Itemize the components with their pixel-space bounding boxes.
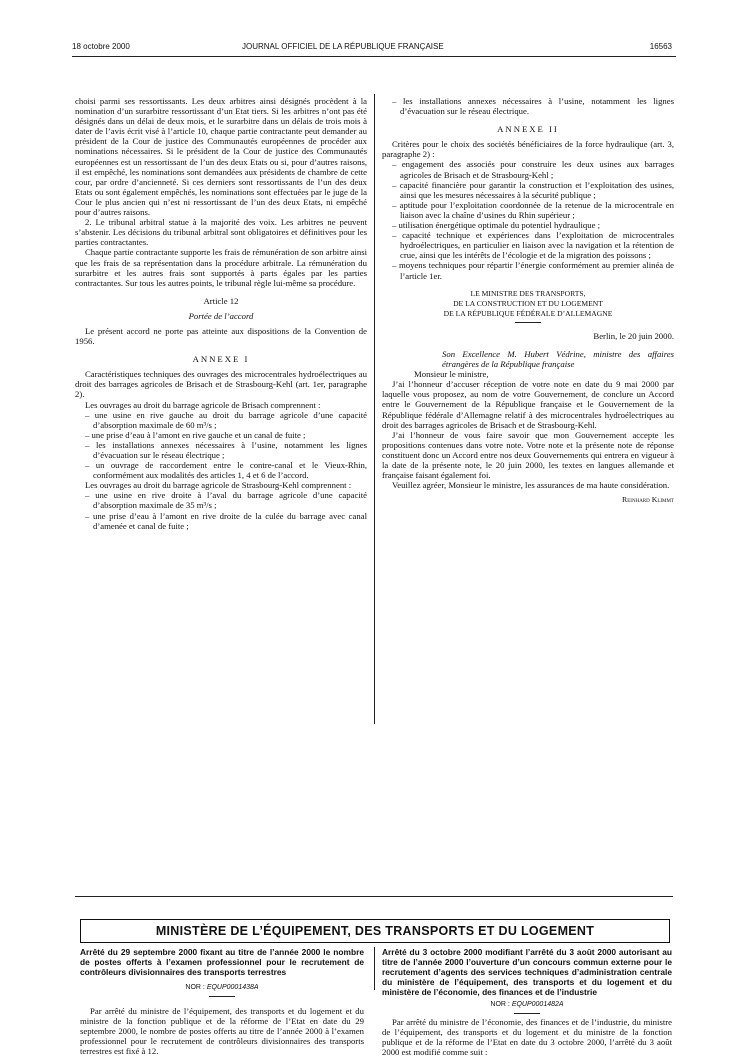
list-item: – les installations annexes nécessaires à l’usine, notamment les lignes d’évacuation sur le réseau électrique ; bbox=[85, 440, 367, 460]
list-item: – capacité technique et expériences dans l’exploitation de microcentrales hydroélectriques, en particulier en liaison avec la navigation et la rétention de crue, ainsi que les intérêts de l’écologie et de la migration des poissons ; bbox=[392, 230, 674, 260]
annexe-2-intro: Critères pour le choix des sociétés bénéficiaires de la force hydraulique (art. 3, paragraphe 2) : bbox=[382, 139, 674, 160]
letter-paragraph-3: Veuillez agréer, Monsieur le ministre, les assurances de ma haute considération. bbox=[392, 480, 670, 491]
article-12-title: Article 12 bbox=[203, 295, 239, 306]
decree-left-title: Arrêté du 29 septembre 2000 fixant au titre de l’année 2000 le nombre de postes offerts à l’examen professionnel pour le recrutement de contrôleurs divisionnaires des transports terrestres bbox=[80, 947, 364, 977]
addressee: Son Excellence M. Hubert Védrine, ministre des affaires étrangères de la République française bbox=[442, 348, 674, 370]
nor-code: EQUP0001438A bbox=[206, 984, 259, 991]
decree-right-title: Arrêté du 3 octobre 2000 modifiant l’arrêté du 3 août 2000 autorisant au titre de l’année 2000 l’ouverture d’un concours commun externe pour le recrutement d’agents des services techniques d’administration centrale du ministère de l’équipement, des transports et du logement et du ministère de l’économie, des finances et de l’industrie bbox=[382, 947, 672, 997]
left-column bbox=[75, 96, 367, 531]
kehl-list bbox=[75, 490, 367, 530]
nor-label: NOR : bbox=[185, 984, 205, 991]
right-column bbox=[382, 96, 674, 505]
ministry-banner: MINISTÈRE DE L’ÉQUIPEMENT, DES TRANSPORTS ET DU LOGEMENT bbox=[80, 919, 670, 943]
brisach-intro: Les ouvrages au droit du barrage agricole de Brisach comprennent : bbox=[85, 399, 321, 410]
signature: Reinhard Klimmt bbox=[622, 495, 674, 505]
article-12-text: Le présent accord ne porte pas atteinte aux dispositions de la Convention de 1956. bbox=[75, 325, 367, 347]
list-item: – une prise d’eau à l’amont en rive droite de la culée du barrage avec canal d’amenée et canal de fuite ; bbox=[85, 511, 367, 531]
kehl-list-continued bbox=[382, 96, 674, 116]
page-header bbox=[72, 42, 672, 56]
letter-paragraph-2: J’ai l’honneur de vous faire savoir que mon Gouvernement accepte les propositions contenues dans votre note. Votre note et la présente note de réponse constituent donc un Accord entre nos deux Gouvernements qui entrera en vigueur à la date de la présente note, le 20 juin 2000, les textes en langues allemande et française faisant également foi. bbox=[382, 429, 674, 481]
list-item: – engagement des associés pour construire les deux usines aux barrages agricoles de Brisach et de Strasbourg-Kehl ; bbox=[392, 159, 674, 179]
decree-left-nor bbox=[80, 983, 364, 993]
column-divider-lower bbox=[374, 947, 375, 990]
nor-label: NOR : bbox=[490, 1001, 510, 1008]
separator bbox=[209, 996, 235, 997]
list-item: – capacité financière pour garantir la construction et l’exploitation des usines, ainsi que les mesures nécessaires à la sécurité publique ; bbox=[392, 180, 674, 200]
kehl-intro: Les ouvrages au droit du barrage agricole de Strasbourg-Kehl comprennent : bbox=[85, 480, 352, 491]
separator bbox=[514, 1013, 540, 1014]
arbitration-paragraph: choisi parmi ses ressortissants. Les deux arbitres ainsi désignés procèdent à la nomination d’un surarbitre ressortissant d’un Etat tiers. Si les arbitres n’ont pas été désignés dans un délai de deux mois, et le surarbitre dans un délais de trois mois à dater de l’avis écrit visé à l’article 10, chaque partie contractante peut demander au président de la Cour de justice des Communautés européennes de procéder aux nominations nécessaires. Si le président de la Cour de justice des Communautés européennes est un ressortissant de l’un des deux Etats ou si, pour d’autres raisons, il est empêché, les nominations sont demandées aux présidents de chambre de cette cour, par ordre d’ancienneté. Si ces derniers sont ressortissants de l’un des deux Etats ou sont également empêchés, les nominations sont effectuées par le juge de la Cour le plus ancien qui n’est ni ressortissant de l’un des deux Etats, ni empêché pour d’autres raisons. bbox=[75, 96, 367, 218]
annexe-1-title: ANNEXE I bbox=[192, 354, 250, 365]
article-12-subtitle: Portée de l’accord bbox=[188, 310, 254, 321]
separator bbox=[515, 322, 541, 323]
minister-title-line-2: DE LA CONSTRUCTION ET DU LOGEMENT bbox=[453, 298, 603, 308]
tribunal-paragraph: 2. Le tribunal arbitral statue à la majorité des voix. Les arbitres ne peuvent s’abstenir. Les décisions du tribunal arbitral sont obligatoires et définitives pour les parties contractantes. bbox=[75, 217, 367, 248]
costs-paragraph: Chaque partie contractante supporte les frais de rémunération de son arbitre ainsi que les frais de sa représentation dans la procédure arbitrale. La rémunération du surarbitre et les autres frais sont supportés à parts égales par les parties contractantes. Sur tous les autres points, le tribunal règle lui-même sa procédure. bbox=[75, 247, 367, 288]
criteria-list bbox=[382, 159, 674, 280]
decree-left bbox=[80, 947, 364, 1057]
list-item: – moyens techniques pour répartir l’énergie conformément au premier alinéa de l’article 1er. bbox=[392, 260, 674, 280]
list-item: – une prise d’eau à l’amont en rive gauche et un canal de fuite ; bbox=[85, 430, 367, 440]
minister-title-line-3: DE LA RÉPUBLIQUE FÉDÉRALE D’ALLEMAGNE bbox=[443, 308, 613, 318]
nor-code: EQUP0001482A bbox=[511, 1001, 564, 1008]
decree-right bbox=[382, 947, 672, 1057]
header-rule bbox=[72, 56, 676, 57]
column-divider bbox=[374, 94, 375, 724]
salutation: Monsieur le ministre, bbox=[414, 369, 489, 380]
decree-right-text: Par arrêté du ministre de l’économie, des finances et de l’industrie, du ministre de l’équipement, des transports et du logement et du ministre de la fonction publique et de la réforme de l’Etat en date du 3 octobre 2000, l’arrêté du 3 août 2000 est modifié comme suit : bbox=[382, 1017, 672, 1057]
annexe-2-title: ANNEXE II bbox=[497, 124, 559, 135]
annexe-1-intro: Caractéristiques techniques des ouvrages des microcentrales hydroélectriques au droit des barrages agricoles de Brisach et de Strasbourg-Kehl (art. 1er, paragraphe 2). bbox=[75, 369, 367, 400]
list-item: – aptitude pour l’exploitation coordonnée de la retenue de la microcentrale en liaison avec la chaîne d’usines du Rhin supérieur ; bbox=[392, 200, 674, 220]
list-item: – une usine en rive droite à l’aval du barrage agricole d’une capacité d’absorption maximale de 35 m³/s ; bbox=[85, 490, 367, 510]
minister-title-line-1: LE MINISTRE DES TRANSPORTS, bbox=[470, 288, 586, 298]
header-page-number: 16563 bbox=[649, 42, 672, 51]
decree-right-nor bbox=[382, 1000, 672, 1010]
header-date: 18 octobre 2000 bbox=[72, 42, 130, 51]
list-item: – les installations annexes nécessaires à l’usine, notamment les lignes d’évacuation sur le réseau électrique. bbox=[392, 96, 674, 116]
decree-left-text: Par arrêté du ministre de l’équipement, des transports et du logement et du ministre de la fonction publique et de la réforme de l’Etat en date du 29 septembre 2000, le nombre de postes offerts au titre de l’année 2000 à l’examen professionnel pour le recrutement de contrôleurs divisionnaires des transports terrestres est fixé à 12. bbox=[80, 1006, 364, 1057]
place-date: Berlin, le 20 juin 2000. bbox=[593, 330, 674, 341]
list-item: – un ouvrage de raccordement entre le contre-canal et le Vieux-Rhin, conformément aux modalités des articles 1, 4 et 6 de l’accord. bbox=[85, 460, 367, 480]
section-rule bbox=[75, 896, 673, 897]
header-journal-title: JOURNAL OFFICIEL DE LA RÉPUBLIQUE FRANÇAISE bbox=[242, 42, 444, 51]
list-item: – une usine en rive gauche au droit du barrage agricole d’une capacité d’absorption maximale de 60 m³/s ; bbox=[85, 410, 367, 430]
list-item: – utilisation énergétique optimale du potentiel hydraulique ; bbox=[392, 220, 674, 230]
brisach-list bbox=[75, 410, 367, 481]
letter-paragraph-1: J’ai l’honneur d’accuser réception de votre note en date du 9 mai 2000 par laquelle vous proposez, au nom de votre Gouvernement, de conclure un Accord entre le Gouvernement de la République française et le Gouvernement de la République fédérale d’Allemagne relatif à des microcentrales hydroélectriques au droit des barrages agricoles de Brisach et de Strasbourg-Kehl. bbox=[382, 379, 674, 430]
